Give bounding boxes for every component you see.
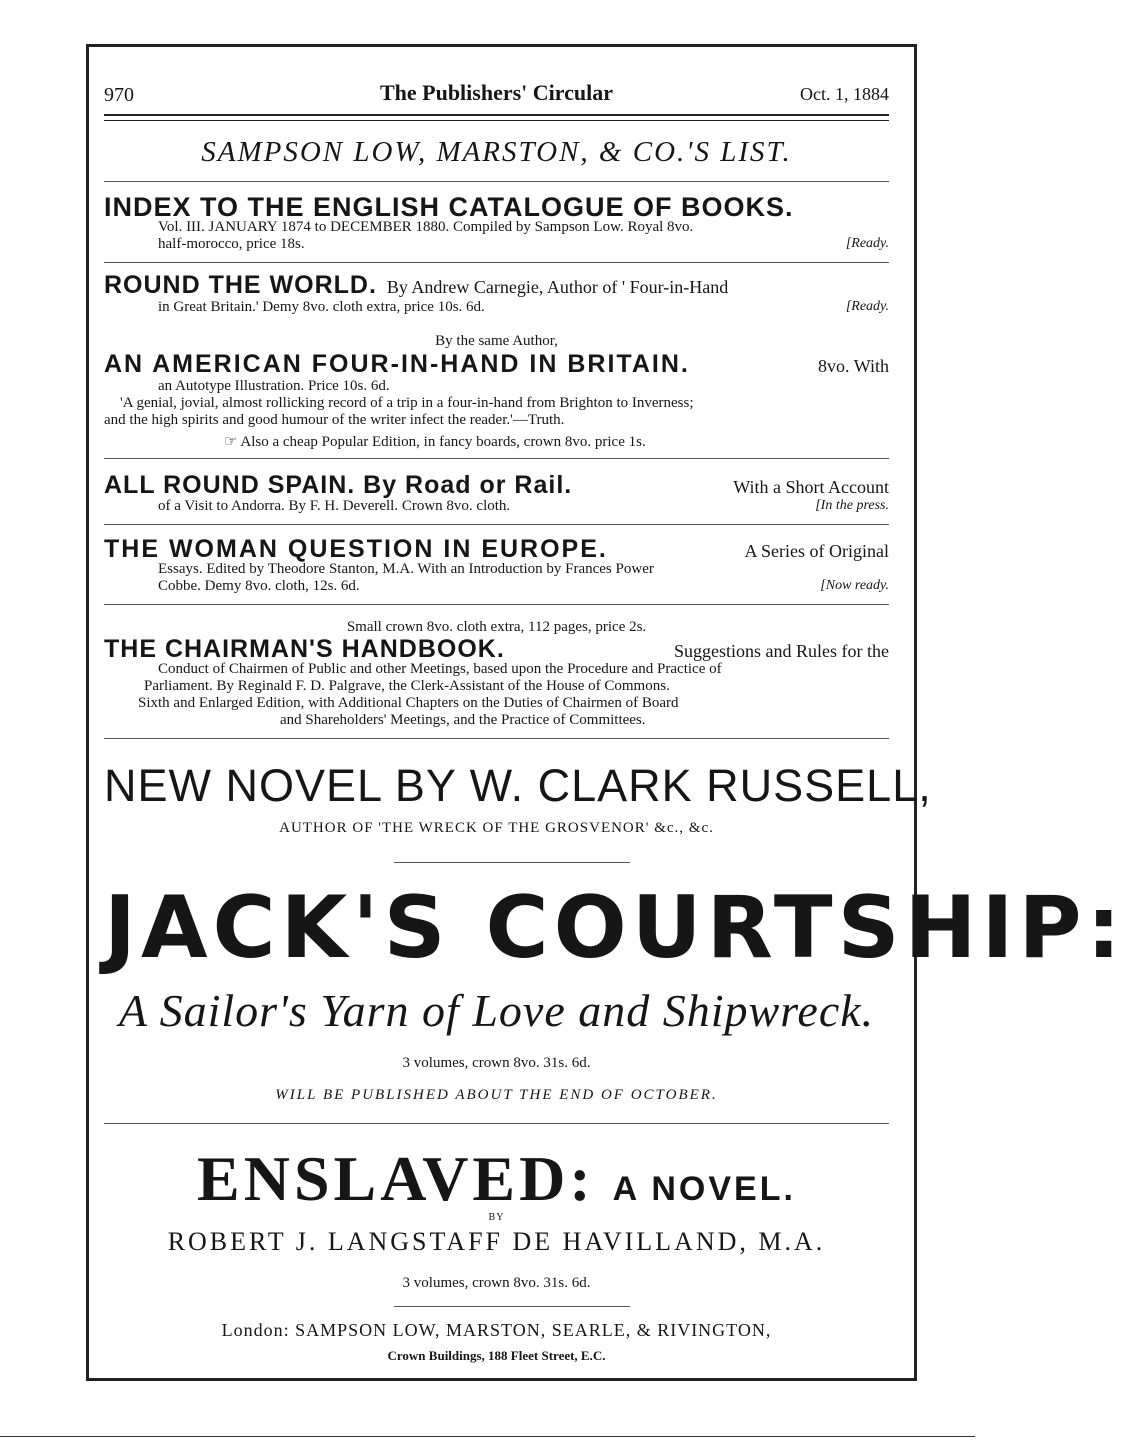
enslaved-title-rest: A NOVEL.	[612, 1170, 796, 1208]
enslaved-heading	[104, 1142, 889, 1216]
imprint-publisher: London: SAMPSON LOW, MARSTON, SEARLE, & RIVINGTON,	[221, 1320, 772, 1340]
entry-line: in Great Britain.' Demy 8vo. cloth extra, price 10s. 6d.	[158, 299, 485, 315]
entry-title-index: INDEX TO THE ENGLISH CATALOGUE OF BOOKS.	[104, 192, 794, 222]
enslaved-title: ENSLAVED:	[197, 1143, 595, 1214]
enslaved-author: ROBERT J. LANGSTAFF DE HAVILLAND, M.A.	[167, 1227, 826, 1256]
short-divider	[394, 862, 630, 863]
novel-headline: NEW NOVEL BY W. CLARK RUSSELL,	[104, 760, 932, 811]
entry-heading-woman	[104, 535, 889, 564]
entry-line: Cobbe. Demy 8vo. cloth, 12s. 6d.	[158, 578, 360, 594]
divider	[104, 1123, 889, 1124]
issue-date: Oct. 1, 1884	[800, 84, 889, 104]
entry-line: and Shareholders' Meetings, and the Practice of Committees.	[280, 712, 646, 728]
entry-line-popular	[104, 432, 1009, 451]
novel-title: JACK'S COURTSHIP:	[104, 878, 1126, 978]
novel-subtitle: A Sailor's Yarn of Love and Shipwreck.	[118, 985, 875, 1036]
page-frame-top	[88, 44, 915, 47]
entry-title-chairman: THE CHAIRMAN'S HANDBOOK.	[104, 635, 505, 663]
entry-status: [Ready.	[845, 299, 889, 314]
entry-title-american: AN AMERICAN FOUR-IN-HAND IN BRITAIN.	[104, 350, 690, 378]
entry-heading-american	[104, 350, 889, 379]
enslaved-format: 3 volumes, crown 8vo. 31s. 6d.	[402, 1275, 591, 1291]
header-double-rule	[104, 114, 889, 121]
list-title: SAMPSON LOW, MARSTON, & CO.'S LIST.	[201, 136, 792, 168]
divider	[104, 738, 889, 739]
entry-title-rest: By Andrew Carnegie, Author of ' Four-in-Hand	[386, 277, 729, 297]
journal-title: The Publishers' Circular	[379, 80, 614, 105]
entry-line: Also a cheap Popular Edition, in fancy boards, crown 8vo. price 1s.	[240, 434, 646, 450]
entry-title-round-world: ROUND THE WORLD.	[104, 271, 377, 299]
imprint-address: Crown Buildings, 188 Fleet Street, E.C.	[387, 1348, 606, 1363]
entry-status: [Ready.	[845, 236, 889, 251]
divider	[104, 262, 889, 263]
novel-format: 3 volumes, crown 8vo. 31s. 6d.	[402, 1055, 591, 1071]
entry-title-rest: A Series of Original	[744, 541, 889, 561]
page-frame-bottom	[86, 1378, 917, 1381]
entry-line: Vol. III. JANUARY 1874 to DECEMBER 1880. Compiled by Sampson Low. Royal 8vo.	[158, 219, 694, 235]
entry-line: and the high spirits and good humour of the writer infect the reader.'—Truth.	[104, 412, 565, 428]
divider	[104, 524, 889, 525]
entry-line: of a Visit to Andorra. By F. H. Deverell. Crown 8vo. cloth.	[158, 498, 511, 514]
page-frame-left	[86, 44, 89, 1380]
running-head	[104, 78, 889, 112]
short-divider	[394, 1306, 630, 1307]
entry-title-woman: THE WOMAN QUESTION IN EUROPE.	[104, 535, 608, 563]
entry-line: Essays. Edited by Theodore Stanton, M.A. With an Introduction by Frances Power	[158, 561, 654, 577]
entry-pre: Small crown 8vo. cloth extra, 112 pages, price 2s.	[346, 619, 647, 635]
entry-line: Conduct of Chairmen of Public and other Meetings, based upon the Procedure and Practice of	[158, 661, 722, 677]
scan-edge-rule	[0, 1436, 975, 1437]
novel-notice: WILL BE PUBLISHED ABOUT THE END OF OCTOBER.	[275, 1087, 718, 1103]
divider	[104, 181, 889, 182]
entry-status: [Now ready.	[820, 578, 889, 593]
entry-heading-chairman	[104, 635, 889, 664]
novel-author-line: AUTHOR OF 'THE WRECK OF THE GROSVENOR' &c., &c.	[279, 820, 714, 836]
entry-title-rest: Suggestions and Rules for the	[674, 641, 889, 661]
entry-line: Parliament. By Reginald F. D. Palgrave, the Clerk-Assistant of the House of Commons.	[144, 678, 670, 694]
divider	[104, 604, 889, 605]
entry-title-spain: ALL ROUND SPAIN. By Road or Rail.	[104, 471, 573, 499]
divider	[104, 458, 889, 459]
entry-line: Sixth and Enlarged Edition, with Additional Chapters on the Duties of Chairmen of Board	[138, 695, 679, 711]
entry-line: half-morocco, price 18s.	[158, 236, 305, 252]
page-number: 970	[104, 84, 134, 106]
enslaved-by: BY	[488, 1212, 505, 1223]
pointing-hand-icon: ☞	[224, 432, 238, 450]
entry-pre: By the same Author,	[435, 333, 558, 349]
entry-line: an Autotype Illustration. Price 10s. 6d.	[158, 378, 390, 394]
entry-heading-spain	[104, 471, 889, 500]
entry-status: [In the press.	[815, 498, 889, 513]
entry-line: 'A genial, jovial, almost rollicking record of a trip in a four-in-hand from Brighton to Inverness;	[120, 395, 694, 411]
entry-title-rest: 8vo. With	[818, 356, 889, 376]
entry-heading-round-world	[104, 271, 889, 300]
entry-title-rest: With a Short Account	[733, 477, 889, 497]
